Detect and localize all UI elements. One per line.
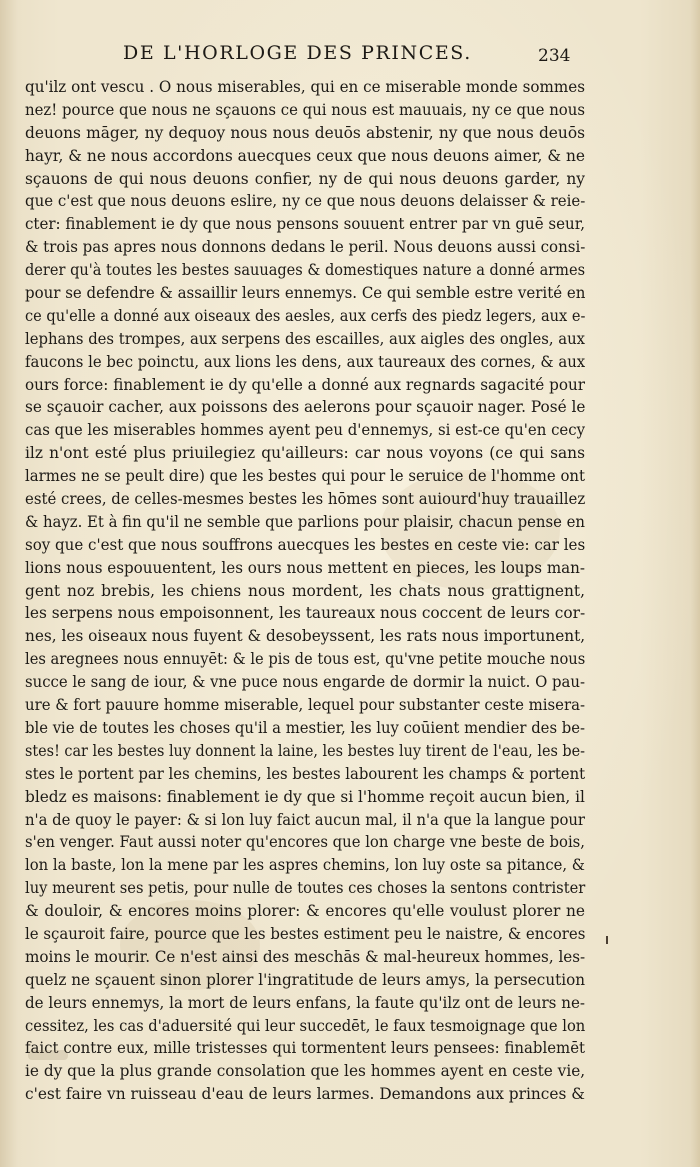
text-line: lephans des trompes, aux serpens des escailles, aux aigles des ongles, aux [25,329,586,348]
text-line: esté crees, de celles-mesmes bestes les hōmes sont auiourd'huy trauaillez [25,490,586,509]
ink-bleed [28,1050,68,1060]
text-line: derer qu'à toutes les bestes sauuages & domestiques nature a donné armes [25,261,586,280]
text-line: les aregnees nous ennuyēt: & le pis de tous est, qu'vne petite mouche nous [25,650,586,669]
text-line: ble vie de toutes les choses qu'il a mestier, les luy coūient mendier des be- [25,718,586,737]
text-line: ours force: finablement ie dy qu'elle a donné aux regnards sagacité pour [25,375,585,394]
text-line: se sçauoir cacher, aux poissons des aelerons pour sçauoir nager. Posé le [25,398,586,417]
text-line: pour se defendre & assaillir leurs ennemys. Ce qui semble estre verité en [25,284,586,303]
text-line: nez! pource que nous ne sçauons ce qui nous est mauuais, ny ce que nous [25,100,586,119]
text-line: gent noz brebis, les chiens nous mordent, les chats nous grattignent, [25,581,585,600]
text-line: s'en venger. Faut aussi noter qu'encores que lon charge vne beste de bois, [25,833,586,852]
text-line: larmes ne se peult dire) que les bestes qui pour le seruice de l'homme ont [25,467,586,486]
text-line: hayr, & ne nous accordons auecques ceux que nous deuons aimer, & ne [25,146,585,165]
text-line: qu'ilz ont vescu . O nous miserables, qui en ce miserable monde sommes [25,78,586,96]
text-line: les serpens nous empoisonnent, les taureaux nous coccent de leurs cor- [25,604,586,623]
text-line: luy meurent ses petis, pour nulle de toutes ces choses la sentons contrister [25,879,586,898]
text-line: soy que c'est que nous souffrons auecques les bestes en ceste vie: car les [25,535,586,554]
text-line: & trois pas apres nous donnons dedans le peril. Nous deuons aussi consi- [25,238,586,257]
text-line: stes! car les bestes luy donnent la laine, les bestes luy tirent de l'eau, les be- [25,741,586,760]
running-title: DE L'HORLOGE DES PRINCES. [123,42,472,64]
text-line: deuons māger, ny dequoy nous nous deuōs abstenir, ny que nous deuōs [25,123,585,142]
text-line: & douloir, & encores moins plorer: & encores qu'elle voulust plorer ne [25,902,585,921]
text-line: cas que les miserables hommes ayent peu d'ennemys, si est-ce qu'en cecy [25,421,586,440]
text-line: & hayz. Et à fin qu'il ne semble que parlions pour plaisir, chacun pense en [25,512,585,531]
text-line: n'a de quoy le payer: & si lon luy faict aucun mal, il n'a que la langue pour [25,810,586,829]
body-text [25,76,585,1106]
text-line: faict contre eux, mille tristesses qui tormentent leurs pensees: finablemēt [25,1039,586,1058]
text-line: lions nous espouuentent, les ours nous mettent en pieces, les loups man- [25,558,586,577]
text-line: ce qu'elle a donné aux oiseaux des aesles, aux cerfs des piedz legers, aux e- [25,306,586,325]
text-line: cessitez, les cas d'aduersité qui leur succedēt, le faux tesmoignage que lon [25,1016,586,1035]
text-line: ure & fort pauure homme miserable, lequel pour substanter ceste misera- [25,696,586,715]
text-line: de leurs ennemys, la mort de leurs enfans, la faute qu'ilz ont de leurs ne- [25,993,585,1012]
text-line: lon la baste, lon la mene par les aspres chemins, lon luy oste sa pitance, & [25,856,585,875]
text-line: le sçauroit faire, pource que les bestes estiment peu le naistre, & encores [25,924,586,943]
text-line: quelz ne sçauent sinon plorer l'ingratitude de leurs amys, la persecution [25,970,586,989]
text-line: ie dy que la plus grande consolation que les hommes ayent en ceste vie, [25,1062,586,1081]
text-line: nes, les oiseaux nous fuyent & desobeyssent, les rats nous importunent, [25,627,586,646]
margin-mark [606,936,608,944]
text-line: moins le mourir. Ce n'est ainsi des meschās & mal-heureux hommes, les- [25,947,586,966]
text-line: cter: finablement ie dy que nous pensons souuent entrer par vn guē seur, [25,215,586,234]
text-line: c'est faire vn ruisseau d'eau de leurs larmes. Demandons aux princes & [25,1085,585,1104]
text-line: stes le portent par les chemins, les bestes labourent les champs & portent [25,764,586,783]
text-line: bledz es maisons: finablement ie dy que si l'homme reçoit aucun bien, il [25,787,585,806]
text-line: que c'est que nous deuons eslire, ny ce que nous deuons delaisser & reie- [25,192,586,211]
page-header [0,42,700,70]
text-line: sçauons de qui nous deuons confier, ny de qui nous deuons garder, ny [25,169,585,188]
text-line: faucons le bec poinctu, aux lions les dens, aux taureaux des cornes, & aux [25,352,586,371]
text-line: succe le sang de iour, & vne puce nous engarde de dormir la nuict. O pau- [25,673,585,692]
text-line: ilz n'ont esté plus priuilegiez qu'ailleurs: car nous voyons (ce qui sans [25,444,585,463]
page-number: 234 [538,46,571,66]
